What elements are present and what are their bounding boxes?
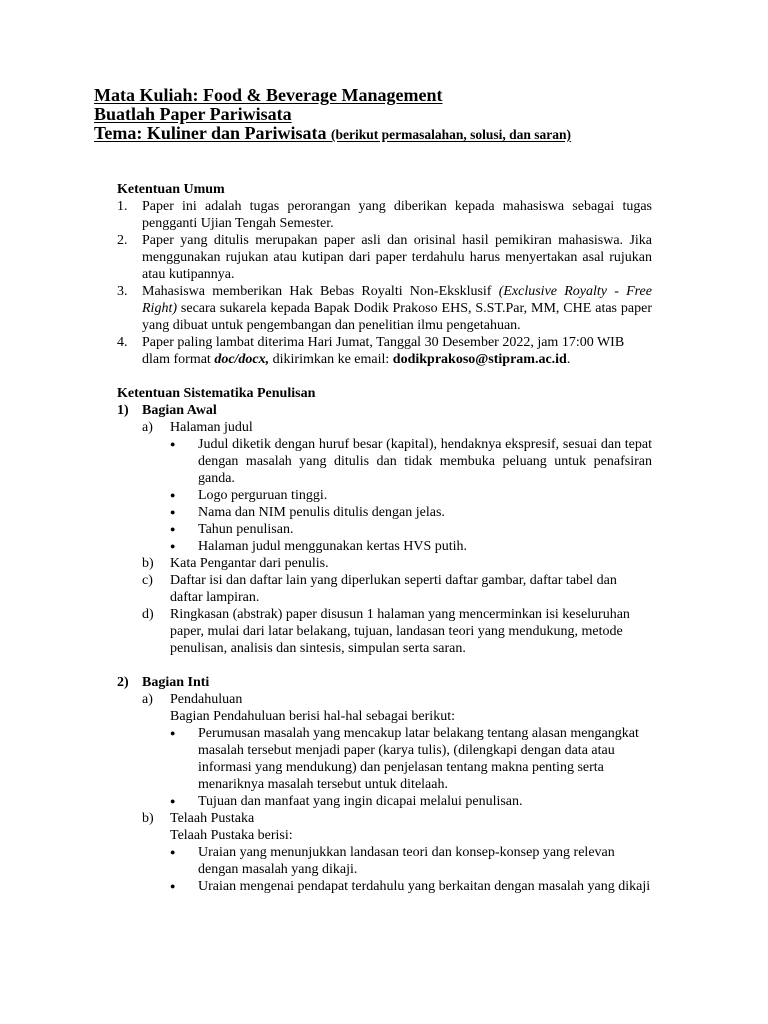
bullet-item (117, 538, 652, 555)
item-text (142, 283, 652, 334)
bullet-text: Judul diketik dengan huruf besar (kapital), hendaknya ekspresif, sesuai dan tepat dengan masalah yang ditulis dan tidak membuka peluang untuk penafsiran ganda. (198, 437, 652, 486)
bullet-text: Halaman judul menggunakan kertas HVS putih. (198, 539, 468, 554)
assignment-title: Buatlah Paper Pariwisata (94, 104, 292, 124)
list-item (117, 232, 652, 283)
subsection-number: 2) (117, 675, 129, 690)
email-address: dodikprakoso@stipram.ac.id (392, 352, 567, 367)
list-item (117, 572, 652, 606)
bullet-icon: ● (170, 541, 176, 551)
bullet-item (117, 793, 652, 810)
item-number: 2. (117, 233, 128, 248)
item-text: Paper ini adalah tugas perorangan yang diberikan kepada mahasiswa sebagai tugas pengganti Ujian Tengah Semester. (142, 199, 652, 231)
license-term: (Exclusive Royalty - Free Right) (142, 284, 652, 316)
document-body (117, 181, 652, 895)
item-text: Paper yang ditulis merupakan paper asli dan orisinal hasil pemikiran mahasiswa. Jika menggunakan rujukan atau kutipan dari paper terdahulu harus menyertakan asal rujukan atau kutipannya. (142, 233, 652, 282)
bullet-item (117, 504, 652, 521)
bullet-item (117, 487, 652, 504)
bullet-icon: ● (170, 524, 176, 534)
section-title-umum: Ketentuan Umum (117, 182, 225, 197)
item-letter: a) (142, 420, 153, 435)
bullet-icon: ● (170, 507, 176, 517)
file-format: doc/docx, (214, 352, 270, 367)
theme-main: Tema: Kuliner dan Pariwisata (94, 123, 327, 143)
bullet-text: Nama dan NIM penulis ditulis dengan jelas. (198, 505, 445, 520)
item-text (142, 334, 652, 368)
bullet-text: Uraian mengenai pendapat terdahulu yang berkaitan dengan masalah yang dikaji (198, 879, 651, 894)
paragraph: Bagian Pendahuluan berisi hal-hal sebagai berikut: (170, 709, 455, 724)
bullet-icon: ● (170, 490, 176, 500)
item-letter: d) (142, 607, 154, 622)
item-text-part: secara sukarela kepada Bapak Dodik Prakoso EHS, S.ST.Par, MM, CHE atas paper yang dibuat untuk pengembangan dan penelitian ilmu pengetahuan. (142, 301, 652, 333)
item-text-part: . (566, 352, 571, 367)
list-item (117, 419, 652, 436)
bullet-text: Perumusan masalah yang mencakup latar belakang tentang alasan mengangkat masalah tersebut menjadi paper (karya tulis), (dilengkapi dengan data atau informasi yang mendukung) dan penjelasan tentang makna penting serta menariknya masalah tersebut untuk ditelaah. (198, 726, 639, 792)
subsection-title-inti (117, 674, 652, 691)
bullet-item (117, 521, 652, 538)
item-letter: c) (142, 573, 153, 588)
list-item (117, 810, 652, 827)
bullet-item (117, 878, 652, 895)
theme-title (94, 124, 734, 144)
item-text: Halaman judul (170, 420, 253, 435)
item-text: Ringkasan (abstrak) paper disusun 1 halaman yang mencerminkan isi keseluruhan paper, mulai dari latar belakang, tujuan, landasan teori yang mendukung, metode penulisan, analisis dan sintesis, simpulan serta saran. (170, 607, 630, 656)
bullet-text: Tujuan dan manfaat yang ingin dicapai melalui penulisan. (198, 794, 523, 809)
bullet-icon: ● (170, 728, 176, 738)
bullet-icon: ● (170, 796, 176, 806)
item-text: Kata Pengantar dari penulis. (170, 556, 329, 571)
bullet-item (117, 725, 652, 793)
list-item (117, 198, 652, 232)
subsection-number: 1) (117, 403, 129, 418)
section-title-sistematika: Ketentuan Sistematika Penulisan (117, 386, 316, 401)
subsection-title-awal (117, 402, 652, 419)
subsection-label: Bagian Inti (142, 675, 210, 690)
bullet-icon: ● (170, 439, 176, 449)
item-text: Daftar isi dan daftar lain yang diperlukan seperti daftar gambar, daftar tabel dan daftar lampiran. (170, 573, 617, 605)
list-item (117, 691, 652, 708)
bullet-icon: ● (170, 881, 176, 891)
item-text-part: dikirimkan ke email: (269, 352, 393, 367)
item-text: Pendahuluan (170, 692, 243, 707)
course-title: Mata Kuliah: Food & Beverage Management (94, 85, 443, 105)
item-number: 1. (117, 199, 128, 214)
bullet-item (117, 436, 652, 487)
list-item (117, 555, 652, 572)
list-item (117, 334, 652, 368)
item-number: 4. (117, 335, 128, 350)
bullet-text: Tahun penulisan. (198, 522, 294, 537)
bullet-text: Logo perguruan tinggi. (198, 488, 328, 503)
item-text: Telaah Pustaka (170, 811, 255, 826)
list-item (117, 283, 652, 334)
item-text-part: Paper paling lambat diterima Hari Jumat, Tanggal 30 Desember 2022, jam 17:00 WIB dlam format (142, 335, 625, 367)
item-number: 3. (117, 284, 128, 299)
item-letter: b) (142, 811, 154, 826)
bullet-text: Uraian yang menunjukkan landasan teori dan konsep-konsep yang relevan dengan masalah yang dikaji. (198, 845, 615, 877)
item-text-part: Mahasiswa memberikan Hak Bebas Royalti Non-Eksklusif (142, 284, 499, 299)
theme-subtitle: (berikut permasalahan, solusi, dan saran) (331, 127, 572, 142)
subsection-label: Bagian Awal (142, 403, 217, 418)
bullet-item (117, 844, 652, 878)
item-letter: b) (142, 556, 154, 571)
list-item (117, 606, 652, 657)
bullet-icon: ● (170, 847, 176, 857)
item-letter: a) (142, 692, 153, 707)
document-header (94, 86, 734, 144)
paragraph: Telaah Pustaka berisi: (170, 828, 293, 843)
